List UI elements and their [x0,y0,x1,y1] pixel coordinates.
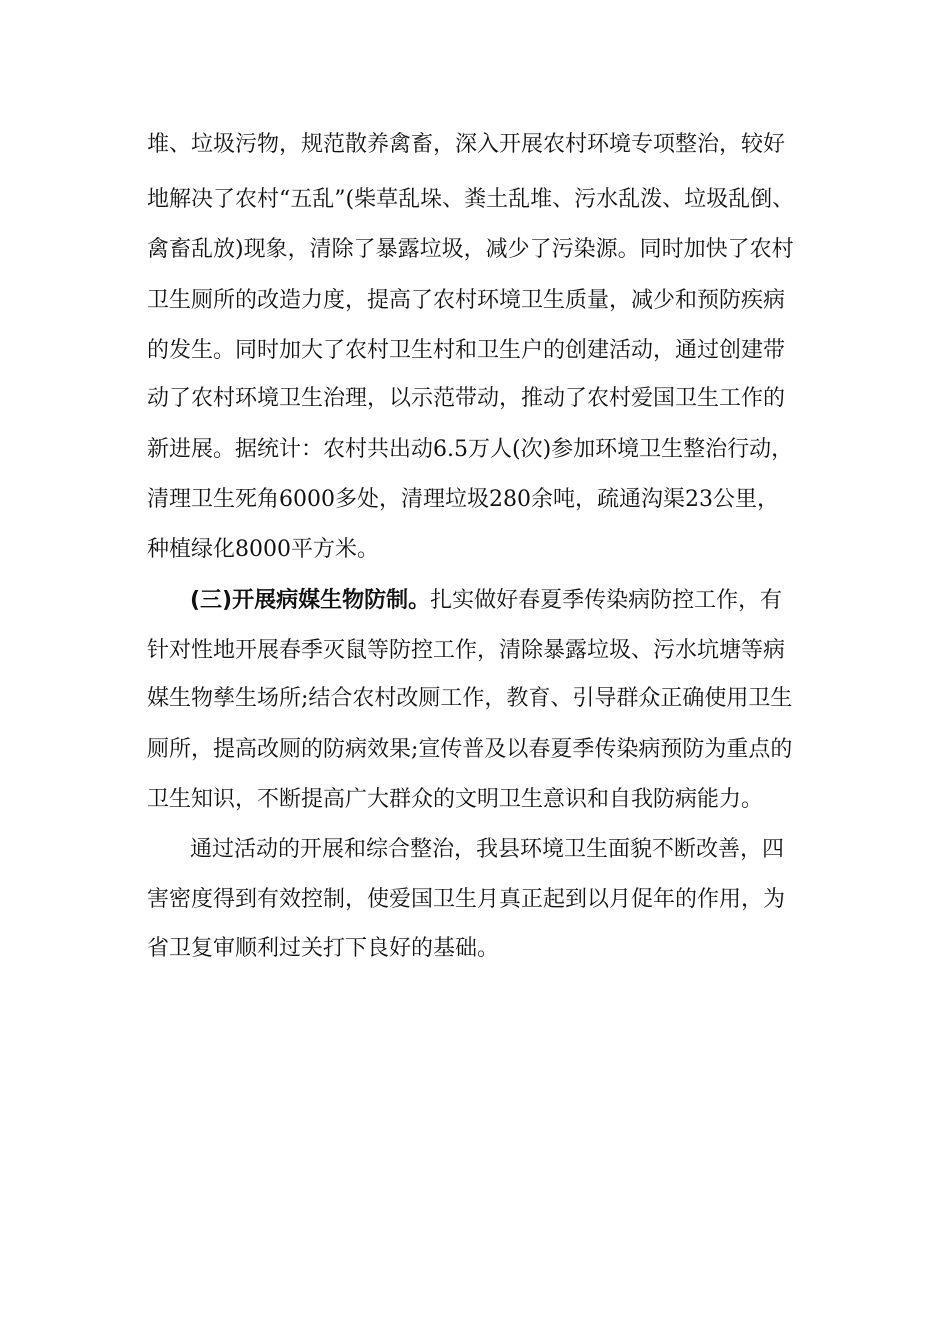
paragraph-1-line-6: 动了农村环境卫生治理，以示范带动，推动了农村爱国卫生工作的 [147,386,786,411]
paragraph-1-line-2: 地解决了农村“五乱”(柴草乱垛、粪土乱堆、污水乱泼、垃圾乱倒、 [147,187,795,212]
paragraph-2-line-3: 媒生物孳生场所;结合农村改厕工作，教育、引导群众正确使用卫生 [147,686,793,711]
paragraph-3-line-2: 害密度得到有效控制，使爱国卫生月真正起到以月促年的作用，为 [147,887,786,912]
paragraph-1-line-1: 堆、垃圾污物，规范散养禽畜，深入开展农村环境专项整治，较好 [147,132,786,157]
paragraph-1-line-7: 新进展。据统计：农村共出动6.5万人(次)参加环境卫生整治行动， [147,437,794,462]
paragraph-3-line-1: 通过活动的开展和综合整治，我县环境卫生面貌不断改善，四 [190,837,785,862]
paragraph-1-line-9: 种植绿化8000平方米。 [147,537,379,562]
paragraph-1-line-3: 禽畜乱放)现象，清除了暴露垃圾，减少了污染源。同时加快了农村 [147,237,794,262]
paragraph-2-line-5: 卫生知识，不断提高广大群众的文明卫生意识和自我防病能力。 [147,787,764,812]
paragraph-2-line-1-text: 扎实做好春夏季传染病防控工作，有 [430,588,783,613]
section-heading: (三)开展病媒生物防制。 [190,588,431,613]
paragraph-1-line-8: 清理卫生死角6000多处，清理垃圾280余吨，疏通沟渠23公里， [147,487,779,512]
paragraph-3-line-3: 省卫复审顺利过关打下良好的基础。 [147,936,500,961]
paragraph-1-line-4: 卫生厕所的改造力度，提高了农村环境卫生质量，减少和预防疾病 [147,288,786,313]
paragraph-1-line-5: 的发生。同时加大了农村卫生村和卫生户的创建活动，通过创建带 [147,338,786,363]
paragraph-2-line-4: 厕所，提高改厕的防病效果;宣传普及以春夏季传染病预防为重点的 [147,737,793,762]
paragraph-2-line-2: 针对性地开展春季灭鼠等防控工作，清除暴露垃圾、污水坑塘等病 [147,638,786,663]
paragraph-2-line-1 [190,587,782,615]
